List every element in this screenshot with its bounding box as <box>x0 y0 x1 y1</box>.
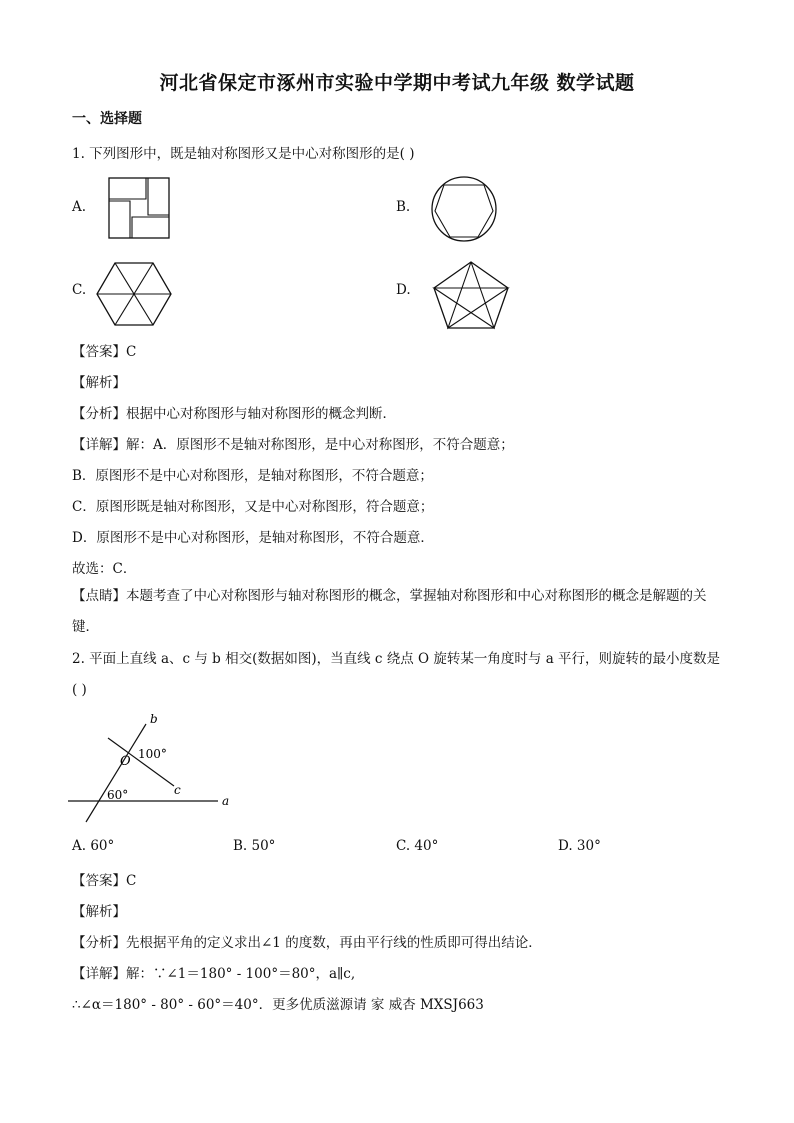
page-title: 河北省保定市涿州市实验中学期中考试九年级 数学试题 <box>159 72 635 94</box>
q1-option-a-label: A. <box>72 199 87 215</box>
question-2-stem: 2. 平面上直线 a、c 与 b 相交(数据如图)，当直线 c 绕点 O 旋转某一角度时与 a 平行，则旋转的最小度数是( ) <box>72 651 721 698</box>
q1-option-d-label: D. <box>396 282 411 298</box>
q1-option-b-label: B. <box>396 199 411 215</box>
label-c: c <box>174 783 181 797</box>
q1-detail-b: B．原图形不是中心对称图形，是轴对称图形，不符合题意； <box>72 468 433 484</box>
label-60deg: 60° <box>107 788 129 802</box>
q1-option-a-figure <box>108 177 170 239</box>
line-b <box>86 724 146 822</box>
q2-analysis-fenxi: 【分析】先根据平角的定义求出∠1 的度数，再由平行线的性质即可得出结论． <box>72 935 542 951</box>
q2-answer: 【答案】C <box>72 873 137 889</box>
label-a: a <box>222 794 230 808</box>
q1-analysis-heading: 【解析】 <box>72 375 126 391</box>
q2-analysis-detail: 【详解】解：∵∠1＝180° - 100°＝80°，a∥c, <box>72 966 356 982</box>
label-100deg: 100° <box>138 747 167 761</box>
q2-analysis-result: ∴∠α＝180° - 80° - 60°＝40°．更多优质滋源请 家 威杏 MXSJ663 <box>72 997 484 1013</box>
q1-dianjing: 【点睛】本题考查了中心对称图形与轴对称图形的概念，掌握轴对称图形和中心对称图形的概念是解题的关键． <box>72 588 707 635</box>
q1-detail-d: D．原图形不是中心对称图形，是轴对称图形，不符合题意． <box>72 530 434 546</box>
q1-detail-c: C．原图形既是轴对称图形，又是中心对称图形，符合题意； <box>72 499 434 515</box>
line-c <box>108 738 174 786</box>
section-heading: 一、选择题 <box>72 111 142 127</box>
q1-option-d-figure <box>432 260 510 330</box>
label-o: O <box>120 754 131 769</box>
label-b: b <box>150 712 158 726</box>
q1-option-c-figure <box>96 262 172 326</box>
q1-analysis-detail: 【详解】解：A．原图形不是轴对称图形，是中心对称图形，不符合题意； <box>72 437 514 453</box>
q2-option-b: B. 50° <box>233 838 276 854</box>
q1-choice: 故选：C． <box>72 561 137 577</box>
q2-analysis-heading: 【解析】 <box>72 904 126 920</box>
q1-option-c-label: C. <box>72 282 87 298</box>
q1-answer: 【答案】C <box>72 344 137 360</box>
q2-option-c: C. 40° <box>396 838 439 854</box>
q1-analysis-fenxi: 【分析】根据中心对称图形与轴对称图形的概念判断． <box>72 406 396 422</box>
q1-option-b-figure <box>430 175 498 243</box>
q2-option-a: A. 60° <box>72 838 115 854</box>
question-1-stem: 1. 下列图形中，既是轴对称图形又是中心对称图形的是( ) <box>72 146 415 162</box>
q2-figure <box>66 710 246 824</box>
q2-option-d: D. 30° <box>558 838 601 854</box>
